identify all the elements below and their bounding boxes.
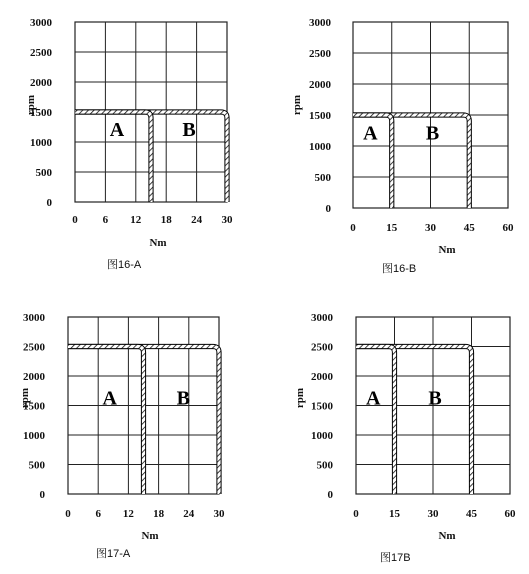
y-tick-label: 1500	[23, 400, 45, 413]
region-label-b: B	[428, 387, 442, 410]
region-label-b: B	[425, 122, 440, 145]
y-tick-label: 1000	[23, 430, 45, 442]
y-tick-label: 1000	[30, 137, 52, 149]
y-tick-label: 500	[35, 167, 52, 179]
x-axis-label: Nm	[141, 530, 159, 542]
x-axis-label: Nm	[438, 244, 456, 256]
y-axis-label: rpm	[291, 94, 303, 116]
chart-2	[291, 17, 514, 275]
y-tick-label: 2500	[311, 341, 333, 354]
y-axis-label: rpm	[19, 387, 31, 409]
y-tick-label: 500	[316, 459, 333, 472]
y-tick-label: 3000	[311, 312, 333, 324]
y-tick-label: 0	[325, 203, 331, 215]
x-tick-label: 30	[427, 508, 439, 520]
x-tick-label: 60	[502, 222, 514, 234]
chart-4	[294, 312, 516, 564]
figure-caption: 图16-A	[107, 259, 142, 271]
x-tick-label: 45	[463, 222, 475, 234]
y-tick-label: 500	[314, 172, 331, 184]
y-tick-label: 1500	[309, 110, 331, 122]
x-axis-label: Nm	[438, 530, 456, 542]
y-tick-label: 2000	[311, 371, 333, 383]
series-b-line	[356, 347, 472, 495]
y-tick-label: 2500	[23, 341, 45, 354]
y-tick-label: 2500	[30, 47, 52, 59]
region-label-a: A	[109, 119, 125, 142]
y-tick-label: 0	[46, 197, 52, 209]
y-tick-label: 1500	[30, 107, 52, 119]
series-a-line	[356, 347, 395, 495]
y-tick-label: 3000	[30, 17, 52, 29]
series-a-outline	[68, 347, 144, 495]
x-tick-label: 30	[221, 214, 233, 226]
x-tick-label: 45	[466, 508, 477, 520]
y-tick-label: 2000	[309, 79, 331, 91]
x-tick-label: 18	[160, 214, 172, 226]
x-tick-label: 6	[102, 214, 109, 226]
x-tick-label: 0	[72, 214, 78, 226]
x-tick-label: 15	[386, 222, 398, 234]
y-tick-label: 500	[28, 459, 45, 472]
x-tick-label: 18	[153, 508, 165, 520]
y-tick-label: 2000	[30, 77, 52, 89]
y-tick-label: 3000	[309, 17, 331, 29]
chart-3	[19, 312, 225, 560]
x-tick-label: 12	[130, 214, 142, 226]
y-tick-label: 0	[39, 489, 45, 501]
y-tick-label: 0	[327, 489, 333, 501]
y-tick-label: 3000	[23, 312, 45, 324]
series-a-line	[68, 347, 144, 495]
y-tick-label: 2000	[23, 371, 45, 383]
x-tick-label: 0	[353, 508, 359, 520]
region-label-b: B	[176, 387, 190, 410]
chart-1	[25, 17, 233, 271]
region-label-b: B	[182, 119, 196, 142]
region-label-a: A	[366, 387, 381, 410]
x-tick-label: 12	[122, 508, 134, 520]
x-tick-label: 30	[425, 222, 436, 234]
figure-caption: 图17B	[380, 552, 411, 564]
x-tick-label: 30	[213, 508, 225, 520]
y-tick-label: 1000	[309, 141, 331, 153]
x-tick-label: 24	[191, 214, 203, 226]
figure-caption: 图16-B	[382, 263, 417, 275]
figure-caption: 图17-A	[96, 548, 131, 560]
y-axis-label: rpm	[25, 94, 37, 116]
x-tick-label: 15	[389, 508, 400, 520]
series-a-outline	[356, 347, 395, 495]
x-axis-label: Nm	[149, 237, 167, 249]
x-tick-label: 60	[504, 508, 516, 520]
region-label-a: A	[363, 122, 378, 145]
y-tick-label: 1000	[311, 430, 333, 442]
series-b-outline	[356, 347, 472, 495]
x-tick-label: 24	[183, 508, 195, 520]
x-tick-label: 0	[65, 508, 71, 520]
y-tick-label: 1500	[311, 400, 333, 413]
y-axis-label: rpm	[294, 387, 306, 409]
y-tick-label: 2500	[309, 48, 331, 60]
region-label-a: A	[102, 387, 117, 410]
x-tick-label: 0	[350, 222, 356, 234]
x-tick-label: 6	[95, 508, 101, 520]
